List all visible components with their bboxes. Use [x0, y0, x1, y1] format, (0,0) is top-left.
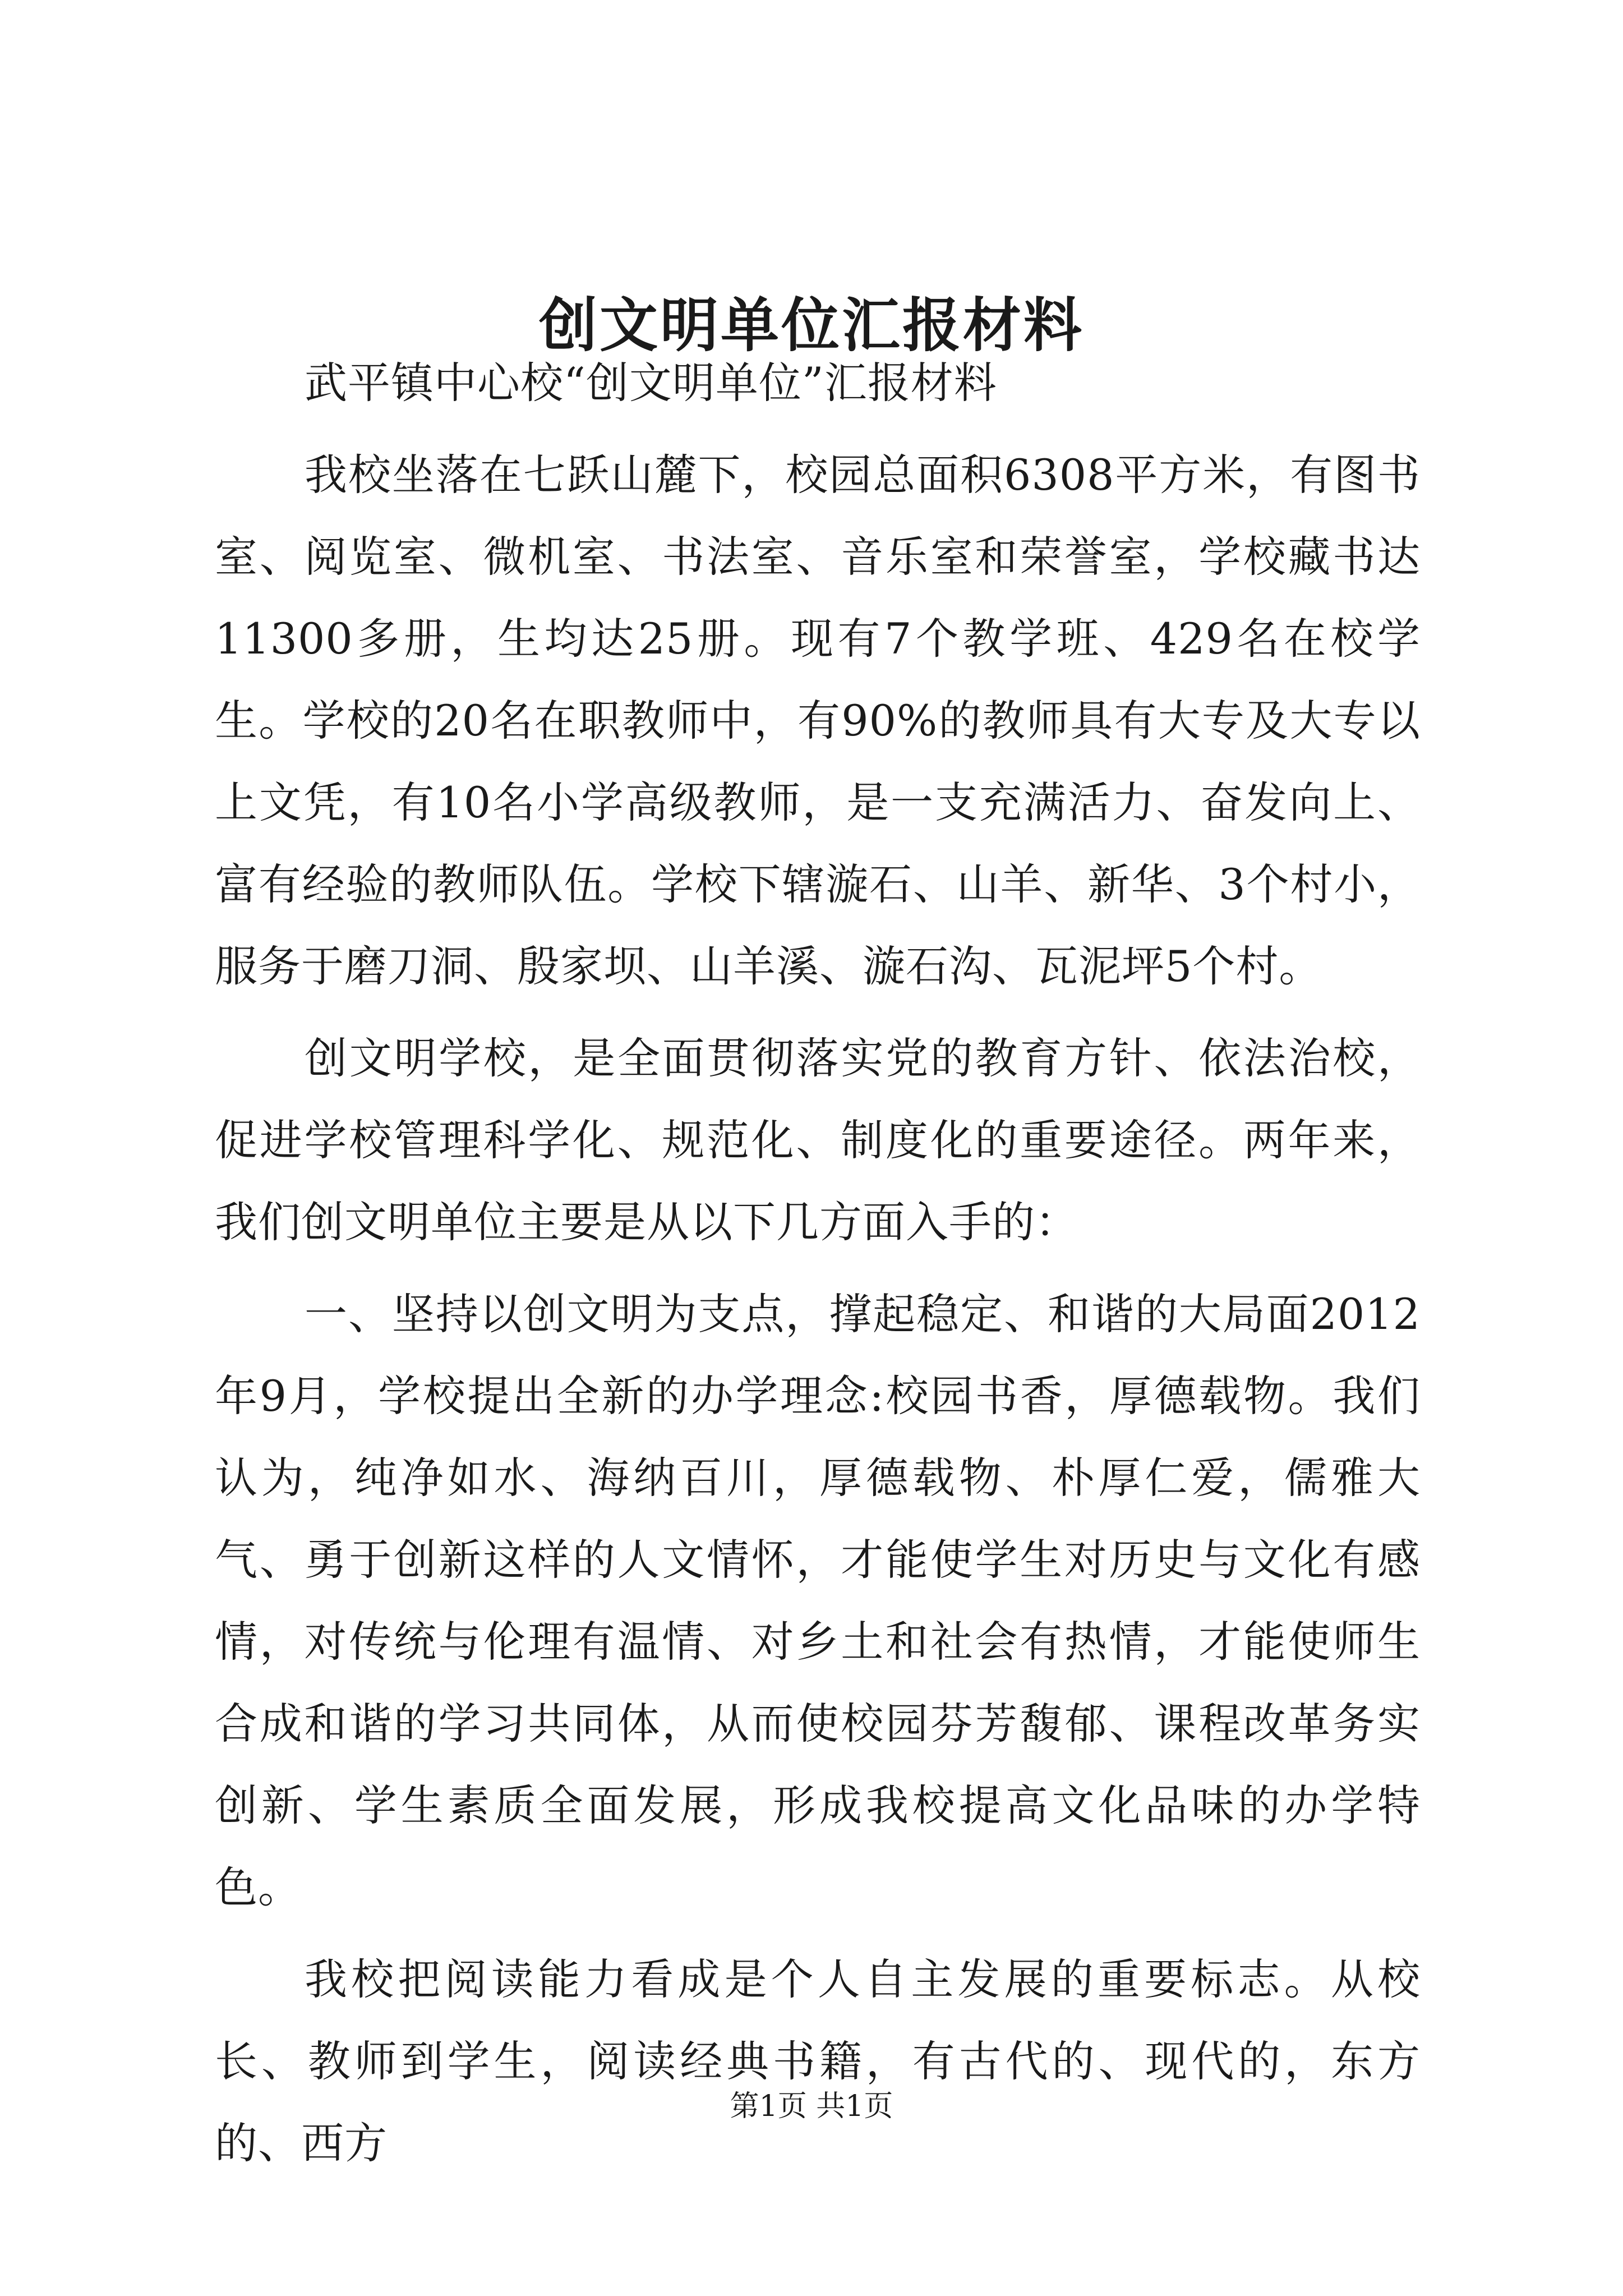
- subtitle-paragraph: 武平镇中心校“创文明单位”汇报材料: [305, 358, 997, 408]
- page-number: 第1页: [730, 2090, 807, 2123]
- document-body: [215, 342, 1421, 2184]
- body-paragraph: 我校把阅读能力看成是个人自主发展的重要标志。从校长、教师到学生，阅读经典书籍，有古代的、现代的，东方的、西方: [215, 1954, 1421, 2168]
- body-paragraph: 我校坐落在七跃山麓下，校园总面积6308平方米，有图书室、阅览室、微机室、书法室、音乐室和荣誉室，学校藏书达11300多册，生均达25册。现有7个教学班、429名在校学生。学校的20名在职教师中，有90%的教师具有大专及大专以上文凭，有10名小学高级教师，是一支充满活力、奋发向上、富有经验的教师队伍。学校下辖漩石、山羊、新华、3个村小，服务于磨刀洞、殷家坝、山羊溪、漩石沟、瓦泥坪5个村。: [215, 450, 1421, 991]
- body-paragraph: 一、坚持以创文明为支点，撑起稳定、和谐的大局面2012年9月，学校提出全新的办学理念:校园书香，厚德载物。我们认为，纯净如水、海纳百川，厚德载物、朴厚仁爱，儒雅大气、勇于创新这样的人文情怀，才能使学生对历史与文化有感情，对传统与伦理有温情、对乡土和社会有热情，才能使师生合成和谐的学习共同体，从而使校园芬芳馥郁、课程改革务实创新、学生素质全面发展，形成我校提高文化品味的办学特色。: [215, 1289, 1421, 1912]
- document-title: 创文明单位汇报材料: [538, 291, 1084, 360]
- page-total: 共1页: [816, 2090, 893, 2123]
- body-paragraph: 创文明学校，是全面贯彻落实党的教育方针、依法治校，促进学校管理科学化、规范化、制度化的重要途径。两年来，我们创文明单位主要是从以下几方面入手的：: [215, 1033, 1421, 1247]
- page-footer: [0, 2087, 1623, 2126]
